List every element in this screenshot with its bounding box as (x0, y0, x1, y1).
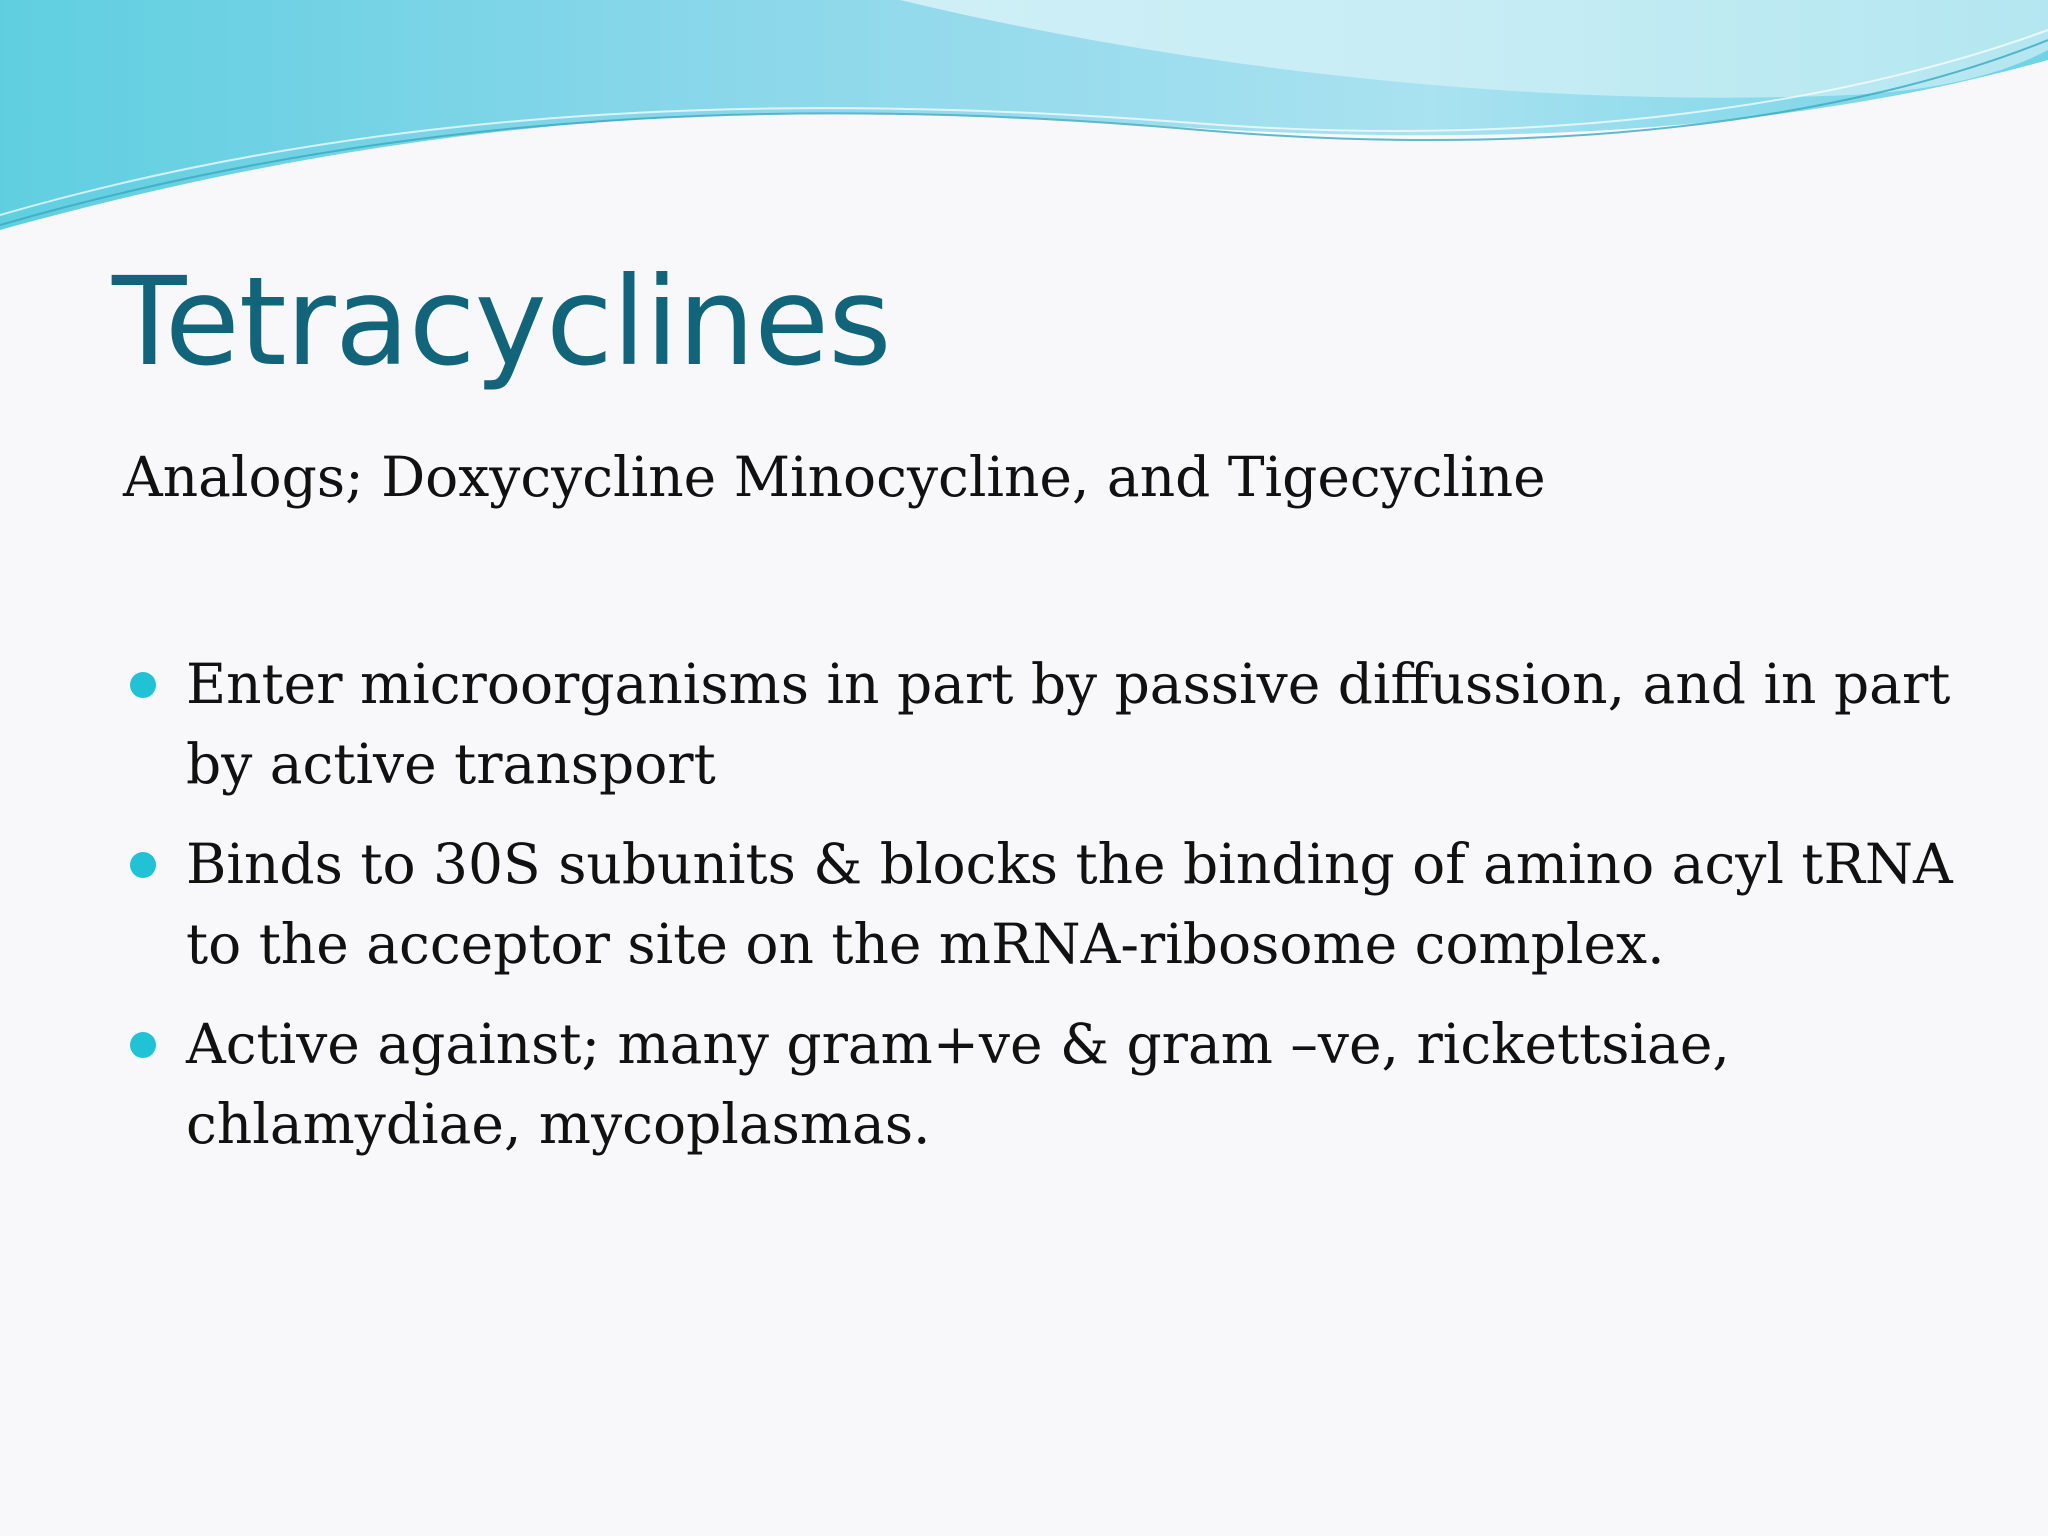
bullet-item (130, 824, 1990, 984)
header-wave-decoration (0, 0, 2048, 240)
bullet-text: Enter microorganisms in part by passive diffussion, and in part by active transport (186, 652, 1951, 796)
bullet-item (130, 644, 1990, 804)
bullet-item (130, 1004, 1990, 1164)
bullet-marker-icon (130, 852, 156, 878)
bullet-text: Binds to 30S subunits & blocks the binding of amino acyl tRNA to the acceptor site on the mRNA-ribosome complex. (186, 832, 1953, 976)
bullet-marker-icon (130, 672, 156, 698)
bullet-text: Active against; many gram+ve & gram –ve, rickettsiae, chlamydiae, mycoplasmas. (186, 1012, 1730, 1156)
slide-subtitle: Analogs; Doxycycline Minocycline, and Tigecycline (123, 445, 1546, 509)
bullet-list (130, 644, 1990, 1184)
slide-title: Tetracyclines (112, 251, 891, 393)
bullet-marker-icon (130, 1032, 156, 1058)
